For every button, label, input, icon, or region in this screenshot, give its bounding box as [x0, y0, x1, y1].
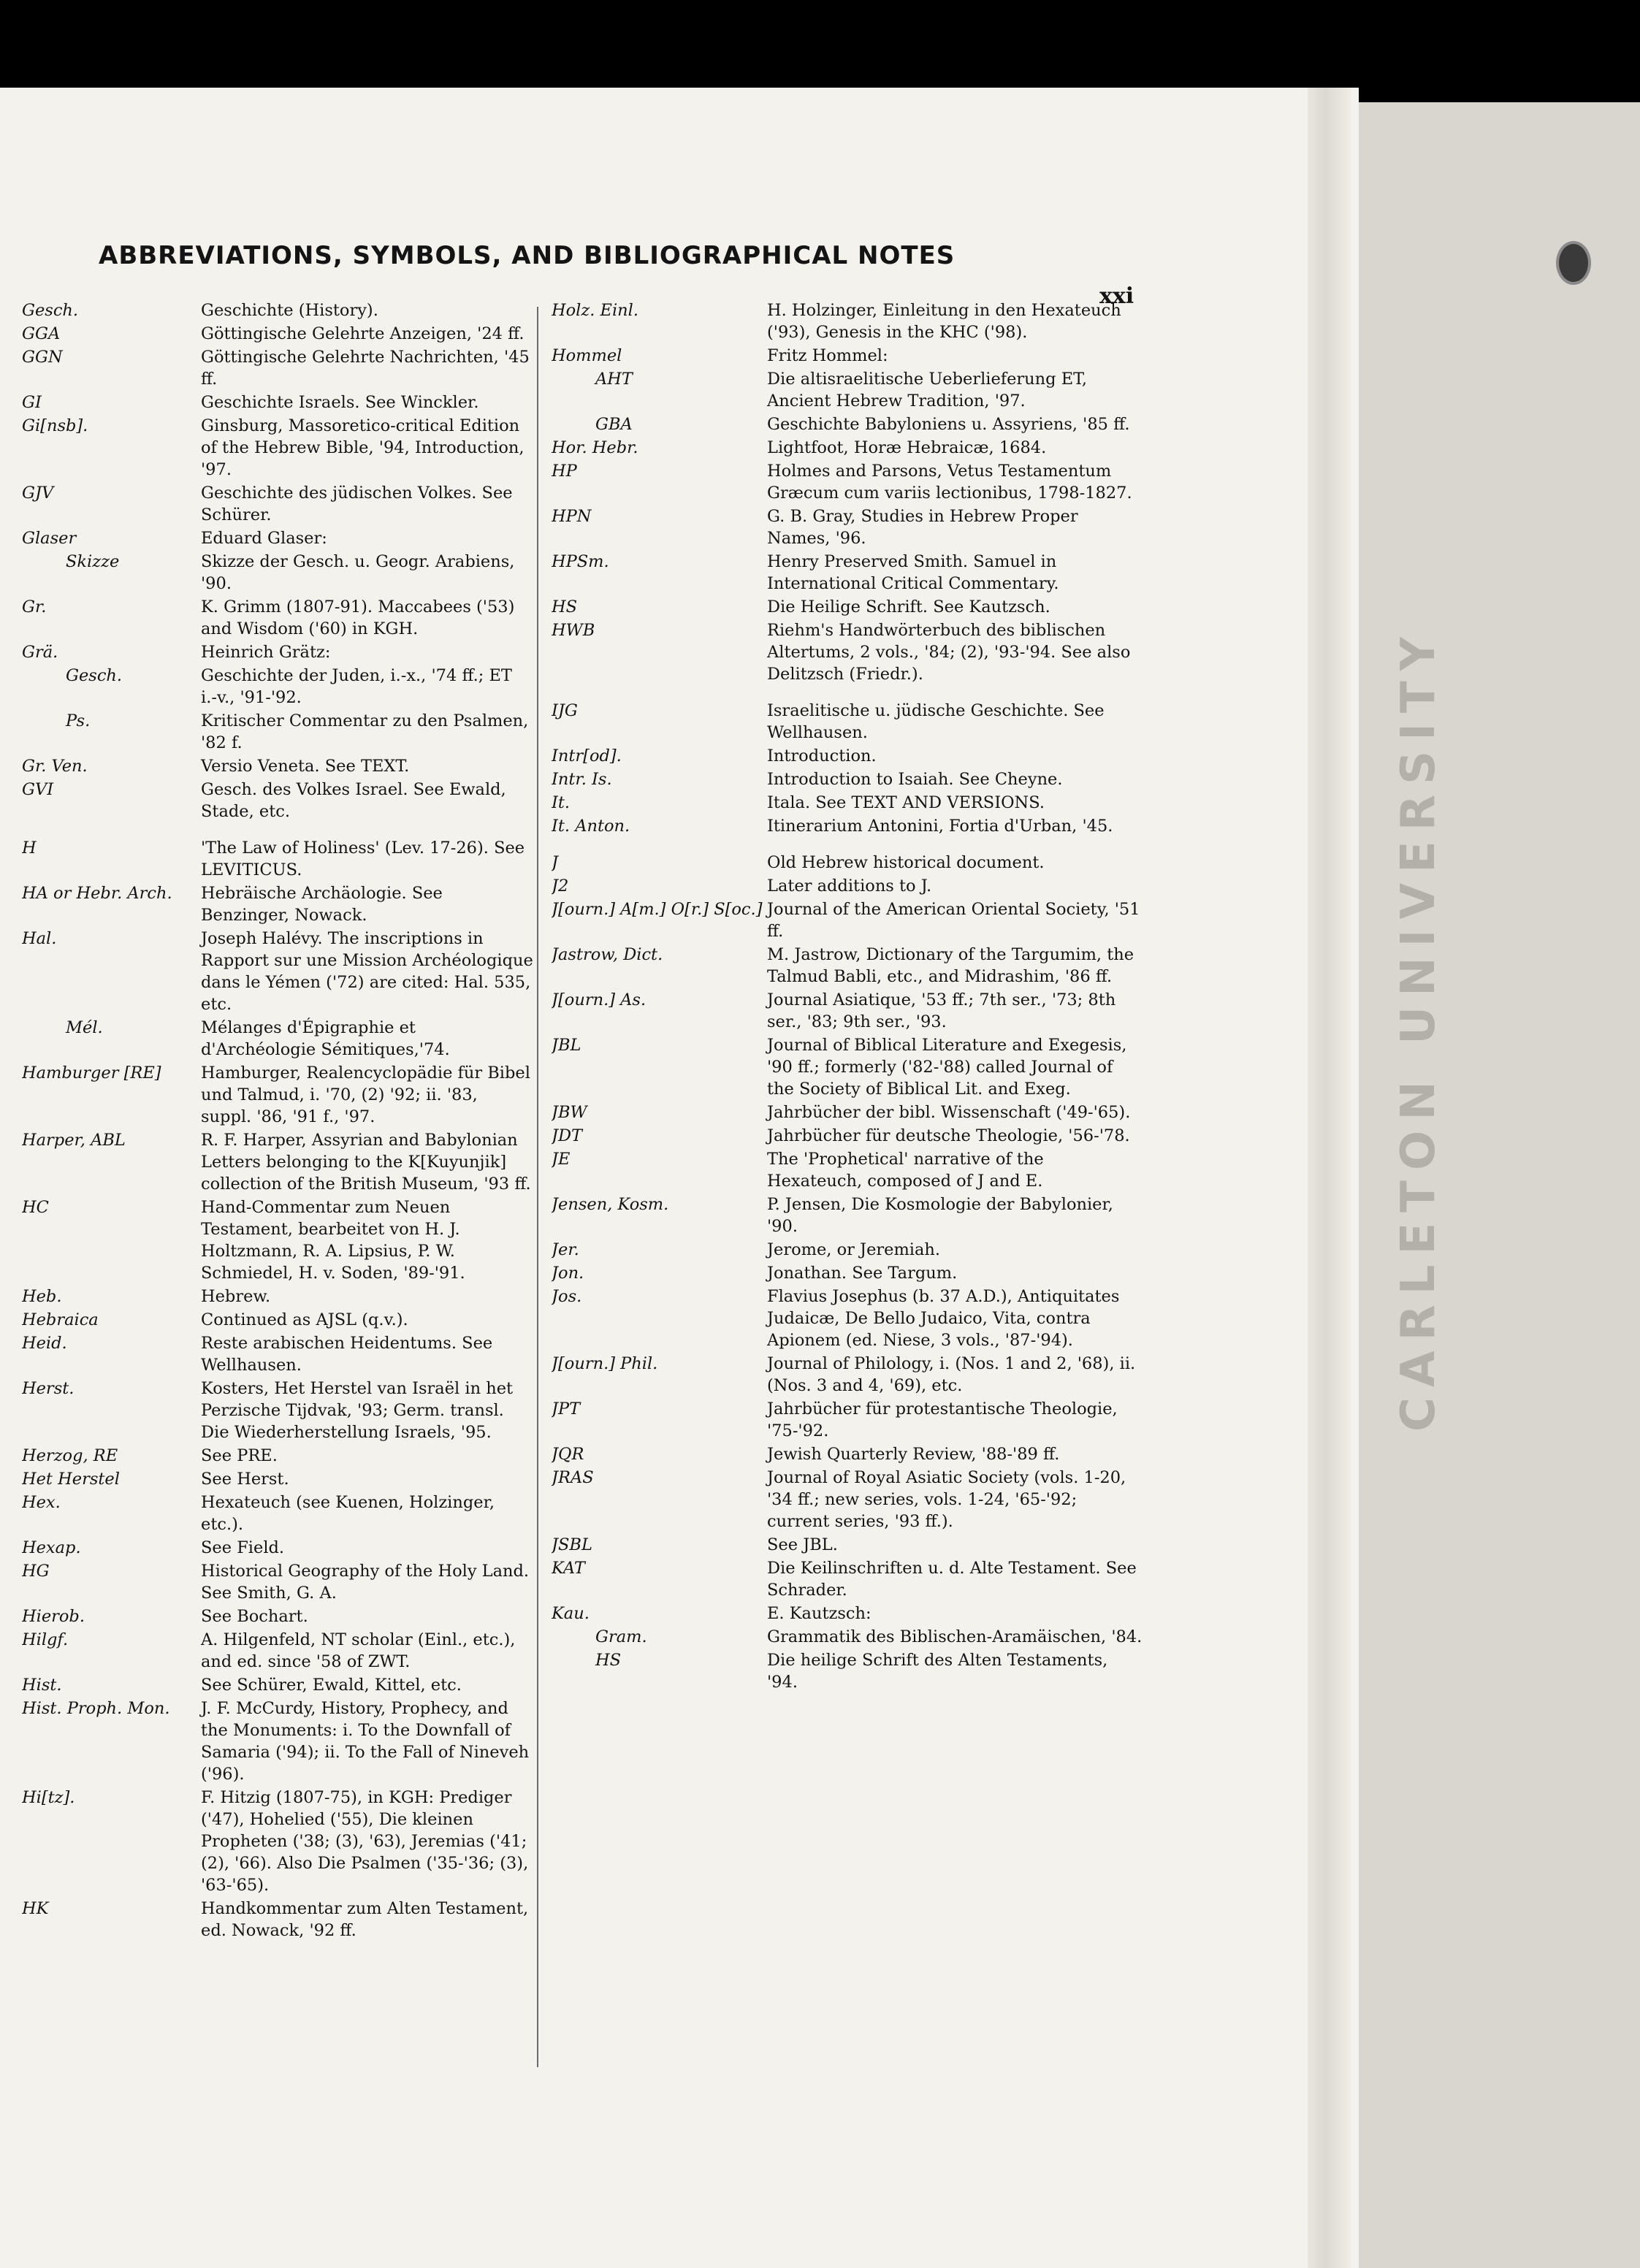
abbreviation-entry — [22, 323, 533, 345]
abbreviation-description: Jerome, or Jeremiah. — [767, 1240, 941, 1259]
abbreviation-description: Historical Geography of the Holy Land. See Smith, G. A. — [201, 1562, 530, 1603]
abbreviation-description: Geschichte Israels. See Winckler. — [201, 393, 479, 412]
abbreviation-description: Geschichte des jüdischen Volkes. See Schürer. — [201, 484, 513, 524]
abbreviation-entry — [552, 413, 1143, 435]
section-gap — [552, 687, 1143, 700]
abbreviation-entry — [552, 1649, 1143, 1693]
abbreviation-term: GGA — [22, 324, 61, 343]
abbreviation-term: HPSm. — [552, 552, 609, 571]
abbreviation-term: JRAS — [552, 1468, 594, 1487]
abbreviation-term: GI — [22, 393, 42, 412]
right-column — [552, 299, 1143, 1695]
abbreviation-term: J[ourn.] As. — [552, 990, 647, 1009]
abbreviation-entry — [552, 1125, 1143, 1147]
abbreviation-entry — [552, 1626, 1143, 1648]
abbreviation-entry — [552, 768, 1143, 790]
abbreviation-entry — [22, 1605, 533, 1627]
abbreviation-description: See Herst. — [201, 1470, 289, 1489]
abbreviation-entry — [22, 482, 533, 526]
abbreviation-entry — [22, 1698, 533, 1785]
column-divider — [537, 307, 538, 2067]
abbreviation-term: JDT — [552, 1126, 583, 1145]
abbreviation-description: Versio Veneta. See TEXT. — [201, 757, 410, 776]
abbreviation-term: Hal. — [22, 929, 57, 948]
abbreviation-term: HK — [22, 1899, 49, 1918]
abbreviation-term: Grä. — [22, 643, 58, 662]
abbreviation-description: Eduard Glaser: — [201, 529, 327, 548]
abbreviation-entry — [22, 596, 533, 640]
abbreviation-term: Herzog, RE — [22, 1446, 118, 1465]
abbreviation-term: Ps. — [66, 711, 91, 730]
abbreviation-entry — [22, 1898, 533, 1941]
abbreviation-description: Reste arabischen Heidentums. See Wellhausen. — [201, 1334, 493, 1375]
abbreviation-description: Göttingische Gelehrte Nachrichten, '45 ff. — [201, 348, 530, 389]
abbreviation-term: Gesch. — [66, 666, 123, 685]
abbreviation-description: E. Kautzsch: — [767, 1604, 872, 1623]
abbreviation-description: Hebrew. — [201, 1287, 271, 1306]
abbreviation-entry — [22, 882, 533, 926]
abbreviation-description: Heinrich Grätz: — [201, 643, 331, 662]
abbreviation-description: The 'Prophetical' narrative of the Hexateuch, composed of J and E. — [767, 1150, 1044, 1191]
abbreviation-term: JQR — [552, 1445, 584, 1464]
abbreviation-description: G. B. Gray, Studies in Hebrew Proper Names, '96. — [767, 507, 1078, 548]
abbreviation-entry — [22, 346, 533, 390]
abbreviation-term: Jon. — [552, 1264, 584, 1283]
abbreviation-term: GGN — [22, 348, 63, 367]
abbreviation-term: JPT — [552, 1400, 581, 1419]
section-gap — [22, 824, 533, 837]
abbreviation-entry — [22, 710, 533, 754]
abbreviation-term: J2 — [552, 877, 569, 896]
abbreviation-term: H — [22, 839, 37, 858]
abbreviation-description: Kritischer Commentar zu den Psalmen, '82 f. — [201, 711, 529, 752]
abbreviation-entry — [22, 1468, 533, 1490]
abbreviation-description: Israelitische u. jüdische Geschichte. See Wellhausen. — [767, 701, 1105, 742]
abbreviation-description: Die altisraelitische Ueberlieferung ET, Ancient Hebrew Tradition, '97. — [767, 370, 1087, 411]
abbreviation-entry — [22, 1196, 533, 1284]
abbreviation-description: M. Jastrow, Dictionary of the Targumim, the Talmud Babli, etc., and Midrashim, '86 ff. — [767, 945, 1134, 986]
abbreviation-entry — [22, 1332, 533, 1376]
abbreviation-term: HC — [22, 1198, 49, 1217]
abbreviation-entry — [552, 1467, 1143, 1532]
abbreviation-term: Gr. Ven. — [22, 757, 88, 776]
abbreviation-entry — [22, 1674, 533, 1696]
abbreviation-entry — [22, 551, 533, 595]
abbreviation-term: Het Herstel — [22, 1470, 120, 1489]
abbreviation-description: Old Hebrew historical document. — [767, 853, 1045, 872]
abbreviation-term: GVI — [22, 780, 54, 799]
abbreviation-entry — [552, 875, 1143, 897]
abbreviation-description: Grammatik des Biblischen-Aramäischen, '84. — [767, 1627, 1143, 1646]
abbreviation-description: Skizze der Gesch. u. Geogr. Arabiens, '90. — [201, 552, 515, 593]
abbreviation-description: Hand-Commentar zum Neuen Testament, bearbeitet von H. J. Holtzmann, R. A. Lipsius, P. W. Schmiedel, H. v. Soden, '89-'91. — [201, 1198, 465, 1283]
abbreviation-description: See PRE. — [201, 1446, 278, 1465]
abbreviation-term: Herst. — [22, 1379, 75, 1398]
abbreviation-entry — [22, 1286, 533, 1307]
abbreviation-term: Kau. — [552, 1604, 590, 1623]
abbreviation-description: Handkommentar zum Alten Testament, ed. Nowack, '92 ff. — [201, 1899, 529, 1940]
abbreviation-description: See Field. — [201, 1538, 285, 1557]
abbreviation-description: Itinerarium Antonini, Fortia d'Urban, '45. — [767, 817, 1113, 836]
abbreviation-entry — [552, 1034, 1143, 1100]
abbreviation-term: HA or Hebr. Arch. — [22, 884, 172, 903]
abbreviation-entry — [22, 1492, 533, 1535]
abbreviation-term: Mél. — [66, 1018, 103, 1037]
abbreviation-entry — [22, 299, 533, 321]
abbreviation-term: HPN — [552, 507, 592, 526]
abbreviation-entry — [552, 1534, 1143, 1556]
abbreviation-entry — [552, 944, 1143, 988]
abbreviation-description: F. Hitzig (1807-75), in KGH: Prediger ('47), Hohelied ('55), Die kleinen Propheten ('38; (3), '63), Jeremias ('41; (2), '66). Also Die Psalmen ('35-'36; (3), '63-'65). — [201, 1788, 529, 1895]
abbreviation-description: Jahrbücher für protestantische Theologie, '75-'92. — [767, 1400, 1118, 1440]
abbreviation-entry — [22, 928, 533, 1015]
abbreviation-entry — [22, 1062, 533, 1128]
abbreviation-term: HS — [552, 597, 578, 616]
abbreviation-term: Jensen, Kosm. — [552, 1195, 669, 1214]
abbreviation-description: Introduction. — [767, 747, 877, 765]
abbreviation-term: HS — [595, 1651, 622, 1670]
abbreviation-term: Intr. Is. — [552, 770, 612, 789]
abbreviation-description: R. F. Harper, Assyrian and Babylonian Letters belonging to the K[Kuyunjik] collection of the British Museum, '93 ff. — [201, 1131, 531, 1194]
abbreviation-term: HWB — [552, 621, 595, 640]
abbreviation-term: Hor. Hebr. — [552, 438, 638, 457]
abbreviation-entry — [552, 700, 1143, 744]
abbreviation-entry — [552, 619, 1143, 685]
abbreviation-entry — [22, 392, 533, 413]
page-header: ABBREVIATIONS, SYMBOLS, AND BIBLIOGRAPHICAL NOTES — [99, 241, 956, 270]
abbreviation-term: JSBL — [552, 1535, 592, 1554]
abbreviation-entry — [552, 1148, 1143, 1192]
abbreviation-description: Hexateuch (see Kuenen, Holzinger, etc.). — [201, 1493, 495, 1534]
abbreviation-term: Gesch. — [22, 301, 79, 320]
abbreviation-term: Skizze — [66, 552, 120, 571]
abbreviation-term: Heb. — [22, 1287, 62, 1306]
abbreviation-entry — [552, 852, 1143, 874]
abbreviation-description: Jonathan. See Targum. — [767, 1264, 958, 1283]
abbreviation-description: Geschichte der Juden, i.-x., '74 ff.; ET i.-v., '91-'92. — [201, 666, 512, 707]
abbreviation-entry — [552, 437, 1143, 459]
abbreviation-description: Die heilige Schrift des Alten Testaments, '94. — [767, 1651, 1108, 1692]
abbreviation-entry — [22, 779, 533, 822]
abbreviation-description: Flavius Josephus (b. 37 A.D.), Antiquitates Judaicæ, De Bello Judaico, Vita, contra Apionem (ed. Niese, 3 vols., '87-'94). — [767, 1287, 1120, 1350]
binding-hole — [1556, 241, 1591, 285]
abbreviation-entry — [22, 1309, 533, 1331]
abbreviation-description: J. F. McCurdy, History, Prophecy, and the Monuments: i. To the Downfall of Samaria ('94); ii. To the Fall of Nineveh ('96). — [201, 1699, 530, 1784]
abbreviation-entry — [552, 551, 1143, 595]
library-stamp: CARLETON UNIVERSITY — [1392, 627, 1446, 1432]
abbreviation-entry — [552, 368, 1143, 412]
abbreviation-term: Intr[od]. — [552, 747, 622, 765]
abbreviation-entry — [22, 755, 533, 777]
abbreviation-entry — [22, 1560, 533, 1604]
abbreviation-description: Mélanges d'Épigraphie et d'Archéologie Sémitiques,'74. — [201, 1018, 450, 1059]
abbreviation-term: Hist. Proph. Mon. — [22, 1699, 170, 1718]
abbreviation-description: 'The Law of Holiness' (Lev. 17-26). See LEVITICUS. — [201, 839, 525, 879]
abbreviation-term: GJV — [22, 484, 54, 503]
abbreviation-entry — [22, 1129, 533, 1195]
abbreviation-description: Journal of Royal Asiatic Society (vols. 1-20, '34 ff.; new series, vols. 1-24, '65-'92; current series, '93 ff.). — [767, 1468, 1126, 1531]
abbreviation-entry — [552, 1557, 1143, 1601]
abbreviation-term: Hommel — [552, 346, 622, 365]
abbreviation-entry — [552, 596, 1143, 618]
abbreviation-entry — [552, 1262, 1143, 1284]
abbreviation-description: Jewish Quarterly Review, '88-'89 ff. — [767, 1445, 1060, 1464]
abbreviation-term: Hexap. — [22, 1538, 81, 1557]
abbreviation-description: Göttingische Gelehrte Anzeigen, '24 ff. — [201, 324, 525, 343]
section-gap — [552, 839, 1143, 852]
abbreviation-description: Kosters, Het Herstel van Israël in het Perzische Tijdvak, '93; Germ. transl. Die Wiederherstellung Israels, '95. — [201, 1379, 514, 1442]
abbreviation-term: Jos. — [552, 1287, 582, 1306]
abbreviation-description: Later additions to J. — [767, 877, 932, 896]
abbreviation-entry — [22, 1445, 533, 1467]
abbreviation-entry — [22, 837, 533, 881]
abbreviation-description: See JBL. — [767, 1535, 838, 1554]
abbreviation-term: Glaser — [22, 529, 77, 548]
abbreviation-description: H. Holzinger, Einleitung in den Hexateuch ('93), Genesis in the KHC ('98). — [767, 301, 1121, 342]
abbreviation-description: Lightfoot, Horæ Hebraicæ, 1684. — [767, 438, 1047, 457]
left-column — [22, 299, 533, 1943]
abbreviation-description: Joseph Halévy. The inscriptions in Rapport sur une Mission Archéologique dans le Yémen ('72) are cited: Hal. 535, etc. — [201, 929, 533, 1014]
abbreviation-description: Hamburger, Realencyclopädie für Bibel und Talmud, i. '70, (2) '92; ii. '83, suppl. '86, '91 f., '97. — [201, 1064, 530, 1126]
abbreviation-description: A. Hilgenfeld, NT scholar (Einl., etc.), and ed. since '58 of ZWT. — [201, 1630, 516, 1671]
abbreviation-term: JBL — [552, 1036, 581, 1055]
abbreviation-entry — [552, 345, 1143, 367]
abbreviation-term: Hebraica — [22, 1310, 99, 1329]
abbreviation-description: P. Jensen, Die Kosmologie der Babylonier, '90. — [767, 1195, 1113, 1236]
abbreviation-description: K. Grimm (1807-91). Maccabees ('53) and Wisdom ('60) in KGH. — [201, 597, 515, 638]
abbreviation-entry — [22, 1629, 533, 1673]
abbreviation-entry — [22, 1787, 533, 1896]
abbreviation-description: Die Heilige Schrift. See Kautzsch. — [767, 597, 1050, 616]
abbreviation-entry — [552, 815, 1143, 837]
abbreviation-description: See Bochart. — [201, 1607, 308, 1626]
abbreviation-description: Itala. See TEXT AND VERSIONS. — [767, 793, 1045, 812]
abbreviation-entry — [552, 792, 1143, 814]
abbreviation-entry — [22, 1378, 533, 1443]
abbreviation-entry — [552, 1353, 1143, 1397]
abbreviation-entry — [552, 898, 1143, 942]
abbreviation-description: Holmes and Parsons, Vetus Testamentum Græcum cum variis lectionibus, 1798-1827. — [767, 462, 1132, 503]
abbreviation-term: Hi[tz]. — [22, 1788, 75, 1807]
abbreviation-description: Hebräische Archäologie. See Benzinger, Nowack. — [201, 884, 443, 925]
abbreviation-description: Continued as AJSL (q.v.). — [201, 1310, 408, 1329]
abbreviation-term: HG — [22, 1562, 50, 1581]
abbreviation-term: Hilgf. — [22, 1630, 69, 1649]
abbreviation-term: Harper, ABL — [22, 1131, 126, 1150]
abbreviation-term: Hierob. — [22, 1607, 85, 1626]
abbreviation-entry — [22, 665, 533, 709]
abbreviation-entry — [22, 641, 533, 663]
abbreviation-term: GBA — [595, 415, 633, 434]
abbreviation-description: Jahrbücher der bibl. Wissenschaft ('49-'65). — [767, 1103, 1131, 1122]
abbreviation-description: Gesch. des Volkes Israel. See Ewald, Stade, etc. — [201, 780, 506, 821]
abbreviation-description: Journal of the American Oriental Society, '51 ff. — [767, 900, 1140, 941]
abbreviation-description: Journal Asiatique, '53 ff.; 7th ser., '73; 8th ser., '83; 9th ser., '93. — [767, 990, 1116, 1031]
abbreviation-term: It. Anton. — [552, 817, 630, 836]
abbreviation-entry — [552, 989, 1143, 1033]
abbreviation-description: Die Keilinschriften u. d. Alte Testament. See Schrader. — [767, 1559, 1137, 1600]
abbreviation-term: J[ourn.] A[m.] O[r.] S[oc.] — [552, 900, 763, 919]
abbreviation-term: Gr. — [22, 597, 47, 616]
abbreviation-entry — [552, 1194, 1143, 1237]
page-number: xxi — [1099, 283, 1134, 309]
abbreviation-term: KAT — [552, 1559, 585, 1578]
abbreviation-term: Gram. — [595, 1627, 647, 1646]
abbreviation-entry — [22, 1537, 533, 1559]
abbreviation-term: JBW — [552, 1103, 587, 1122]
abbreviation-entry — [552, 1443, 1143, 1465]
abbreviation-term: JE — [552, 1150, 571, 1169]
abbreviation-entry — [552, 1101, 1143, 1123]
abbreviation-entry — [552, 460, 1143, 504]
abbreviation-term: Hex. — [22, 1493, 61, 1512]
abbreviation-description: Journal of Philology, i. (Nos. 1 and 2, '68), ii. (Nos. 3 and 4, '69), etc. — [767, 1354, 1136, 1395]
abbreviation-term: J — [552, 853, 559, 872]
abbreviation-term: J[ourn.] Phil. — [552, 1354, 658, 1373]
abbreviation-description: Introduction to Isaiah. See Cheyne. — [767, 770, 1063, 789]
abbreviation-term: Hamburger [RE] — [22, 1064, 161, 1083]
abbreviation-entry — [22, 527, 533, 549]
abbreviation-term: Holz. Einl. — [552, 301, 638, 320]
abbreviation-term: Gi[nsb]. — [22, 416, 88, 435]
page-edge — [1308, 88, 1351, 2268]
abbreviation-entry — [552, 1286, 1143, 1351]
abbreviation-description: Geschichte (History). — [201, 301, 378, 320]
abbreviation-description: Geschichte Babyloniens u. Assyriens, '85 ff. — [767, 415, 1130, 434]
abbreviation-entry — [552, 745, 1143, 767]
abbreviation-description: Ginsburg, Massoretico-critical Edition of the Hebrew Bible, '94, Introduction, '97. — [201, 416, 525, 479]
abbreviation-description: Journal of Biblical Literature and Exegesis, '90 ff.; formerly ('82-'88) called Journal of the Society of Biblical Lit. and Exeg. — [767, 1036, 1127, 1099]
abbreviation-entry — [552, 1239, 1143, 1261]
abbreviation-entry — [552, 1398, 1143, 1442]
abbreviation-entry — [552, 1603, 1143, 1624]
abbreviation-term: IJG — [552, 701, 578, 720]
abbreviation-description: Henry Preserved Smith. Samuel in International Critical Commentary. — [767, 552, 1059, 593]
abbreviation-term: Jastrow, Dict. — [552, 945, 663, 964]
abbreviation-entry — [22, 415, 533, 481]
abbreviation-description: Jahrbücher für deutsche Theologie, '56-'78. — [767, 1126, 1130, 1145]
abbreviation-term: AHT — [595, 370, 633, 389]
abbreviation-description: Riehm's Handwörterbuch des biblischen Altertums, 2 vols., '84; (2), '93-'94. See also Delitzsch (Friedr.). — [767, 621, 1131, 684]
abbreviation-entry — [22, 1017, 533, 1061]
abbreviation-term: Hist. — [22, 1676, 62, 1695]
abbreviation-term: Jer. — [552, 1240, 579, 1259]
abbreviation-description: Fritz Hommel: — [767, 346, 888, 365]
abbreviation-term: HP — [552, 462, 577, 481]
abbreviation-description: See Schürer, Ewald, Kittel, etc. — [201, 1676, 462, 1695]
abbreviation-entry — [552, 299, 1143, 343]
abbreviation-entry — [552, 505, 1143, 549]
abbreviation-term: Heid. — [22, 1334, 67, 1353]
abbreviation-term: It. — [552, 793, 571, 812]
